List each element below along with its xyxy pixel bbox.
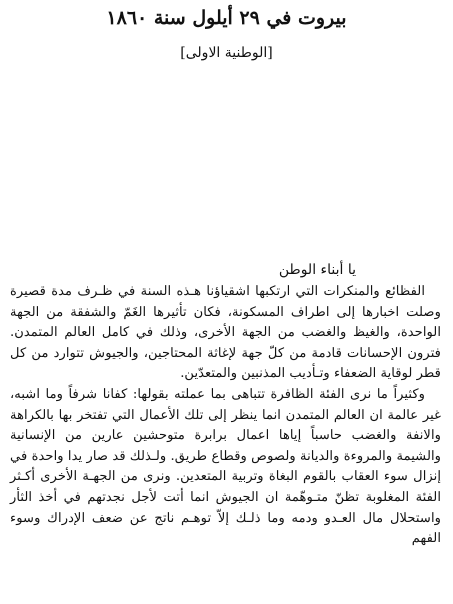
page-subtitle: [الوطنية الاولى] — [180, 45, 273, 61]
paragraph-2: وكثيراً ما نرى الفئة الظافرة تتباهى بما عملته بقولها: كفانا شرفاً وما اشبه، غير عالمة ان العالم المتمدن انما ينظر إلى تلك الأعمال التي تفتخر بها بالكراهة والانفة والغضب حاسباً إياها اعمال برابرة متوحشين عارين من الإنسانية والشيمة والمروءة والديانة ولصوص وقطاع طريق. ولـذلك قد صار يدا واحدة في إنزال سوء العقاب بالقوم البغاة وتربية المتعدين. ونرى من الجهـة الأخرى أكـثر الفئة المغلوبة تظنّ متـوهّمة ان الجيوش انما أتت لأجل نجدتهم في أخذ الثأر واستحلال مال العـدو ودمه وما ذلـك إلاّ توهـم ناتج عن ضعف الإدراك وسوء الفهم — [10, 386, 441, 547]
letter-body — [10, 282, 441, 550]
page-title: بيروت في ٢٩ أيلول سنة ١٨٦٠ — [106, 7, 347, 29]
paragraph-1: الفظائع والمنكرات التي ارتكبها اشقياؤنا هـذه السنة في ظـرف مدة قصيرة وصلت اخبارها إلى اطراف المسكونة، فكان تأثيرها الغَمّ والشفقة من الجهة الواحدة، والغيظ والغضب من الجهة الأخرى، وذلك في كامل العالم المتمدن. فترون الإحسانات قادمة من كلّ جهة لإغاثة المحتاجين، والجيوش تتوارد من كل قطر لوقاية الضعفاء وتـأديب المذنبين والمتعدّين. — [10, 284, 441, 382]
letter-greeting: يا أبناء الوطن — [278, 262, 356, 278]
